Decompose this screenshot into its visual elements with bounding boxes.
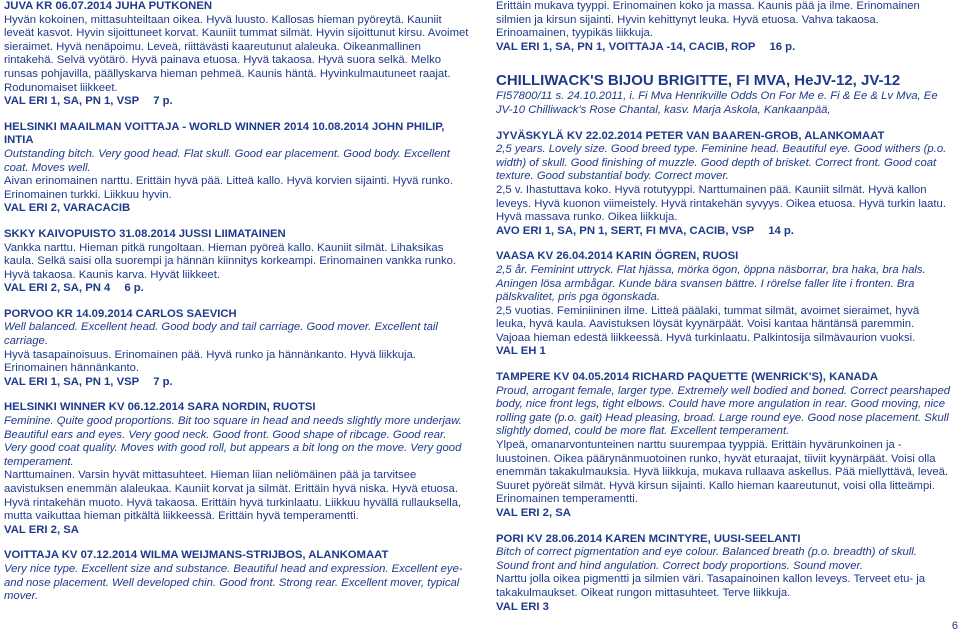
dog-info: FI57800/11 s. 24.10.2011, i. Fi Mva Henrikville Odds On For Me e. Fi & Ee & Lv Mva, Ee JV-10 Chilliwack's Rose Chantal, kasv. Marja Askola, Kankaanpää, — [496, 90, 938, 116]
entry-result: VAL ERI 3 — [496, 600, 549, 613]
entry-critique-swedish: 2,5 år. Feminint uttryck. Flat hjässa, mörka ögon, öppna näsborrar, bra haka, bra hals. Aningen lösa armbågar. Kunde bära svansen bättre. I rörelse faller lite i fronten. Bra pälskvalitet, pris pga ögonskada. — [496, 263, 926, 304]
judging-entry-world-winner — [4, 121, 469, 216]
entry-title: JUVA KR 06.07.2014 JUHA PUTKONEN — [4, 0, 213, 12]
entry-title: SKKY KAIVOPUISTO 31.08.2014 JUSSI LIIMATAINEN — [4, 227, 286, 240]
entry-critique-finnish: Narttu jolla oikea pigmentti ja silmien väri. Tasapainoinen kallon leveys. Terveet etu- ja takakulmaukset. Oikeat rungon mittasuhteet. Terve liikkuja. — [496, 573, 926, 599]
judging-entry-helsinki-winner — [4, 401, 469, 537]
entry-result: AVO ERI 1, SA, PN 1, SERT, FI MVA, CACIB, VSP 14 p. — [496, 224, 794, 237]
entry-critique-finnish: 2,5 v. Ihastuttava koko. Hyvä rotutyyppi. Narttumainen pää. Kauniit silmät. Hyvä kallon leveys. Hyvä kuonon viimeistely. Hyvä rintakehän syvyys. Oikea etuosa. Hyvä turkin laatu. Hyvä massava runko. Oikea liikkuja. — [496, 183, 946, 224]
entry-critique: Hyvän kokoinen, mittasuhteiltaan oikea. Hyvä luusto. Kallosas hieman pyöreytä. Kauniit leveät kasvot. Hyvin sijoittuneet korvat. Kauniit tummat silmät. Hyvin sijoittunut kirsu. Avoimet sieraimet. Hyvä nenäpoimu. Leveä, riittävästi kaareutunut alaleuka. Oikeanmallinen rintakehä. Selvä vyötärö. Hyvä painava etuosa. Hyvä takaosa. Hyvä suora selkä. Melko runsas pohjavilla, päällyskarva hieman pehmeä. Kaunis häntä. Hyvinkulmautuneet raajat. Rodunomaiset liikkeet. — [4, 13, 469, 94]
entry-title: VAASA KV 26.04.2014 KARIN ÖGREN, RUOSI — [496, 250, 739, 263]
entry-critique: Erittäin mukava tyyppi. Erinomainen koko ja massa. Kaunis pää ja ilme. Erinomainen silmien ja kirsun sijainti. Hyvin kehittynyt leuka. Hyvä etuosa. Vahva takaosa. Erinoamainen, tyypikäs liikkuja. — [496, 0, 920, 40]
entry-critique-finnish: 2,5 vuotias. Feminiininen ilme. Litteä päälaki, tummat silmät, avoimet sieraimet, hyvä leuka, hyvä kaula. Aavistuksen löysät kyynärpäät. Voisi kantaa häntänsä paremmin. Vajoaa hieman edestä liikkeessä. Hyvä turkinlaatu. Palkintosija silmävaurion vuoksi. — [496, 304, 920, 344]
entry-title: HELSINKI WINNER KV 06.12.2014 SARA NORDIN, RUOTSI — [4, 401, 316, 414]
entry-critique-english: 2,5 years. Lovely size. Good breed type. Feminine head. Beautiful eye. Good withers (p.o. width) of skull. Good finishing of muzzle. Good depth of brisket. Correct front. Good coat texture. Good substantial body. Correct mover. — [496, 143, 947, 183]
dog-profile — [496, 72, 951, 117]
entry-critique-english: Proud, arrogant female, larger type. Extremely well bodied and boned. Correct pearshaped body, nice front legs, tight elbows. Could have more angulation in rear. Good moving, nice rolling gate (p.o. gait) Head pleasing, broad. Large round eye. Good nose placement. Skull slightly domed, could be more flat. Excellent temperament. — [496, 384, 951, 438]
left-column — [4, 0, 469, 616]
entry-title: VOITTAJA KV 07.12.2014 WILMA WEIJMANS-STRIJBOS, ALANKOMAAT — [4, 549, 389, 562]
entry-critique-english: Feminine. Quite good proportions. Bit too square in head and needs slightly more underjaw. Beautiful ears and eyes. Very good neck. Good front. Good shape of ribcage. Good rear. Very good coat quality. Moves with good roll, but appears a bit long on the move. Very good temperament. — [4, 415, 462, 468]
entry-critique-english: Outstanding bitch. Very good head. Flat skull. Good ear placement. Good body. Excellent coat. Moves well. — [4, 147, 450, 174]
judging-entry-kaivopuisto — [4, 228, 469, 296]
entry-critique-english: Very nice type. Excellent size and substance. Beautiful head and expression. Excellent eye- and nose placement. Well developed chin. Good front. Strong rear. Excellent mover, typical mover. — [4, 562, 463, 603]
judging-entry-jyvaskyla — [496, 130, 951, 239]
judging-entry-vaasa — [496, 250, 951, 359]
dog-name: CHILLIWACK'S BIJOU BRIGITTE, FI MVA, HeJV-12, JV-12 — [496, 72, 901, 90]
entry-critique-finnish: Ylpeä, omanarvontunteinen narttu suurempaa tyyppiä. Erittäin hyvärunkoinen ja -luustoinen. Oikea päärynänmuotoinen runko, hyvät eturaajat, tiiviit kyynärpäät. Voisi olla enemmän takakulmauksia. Hyvä liikkuja, mukava rullaava askellus. Pää miellyttävä, leveä. Suuret pyöreät silmät. Hyvä kirsun sijainti. Kallo hieman kaareutunut, voisi olla litteämpi. Erinomainen temperamentti. — [496, 439, 949, 506]
entry-result: VAL ERI 2, SA, PN 4 6 p. — [4, 282, 144, 295]
entry-critique-finnish: Narttumainen. Varsin hyvät mittasuhteet. Hieman liian neliömäinen pää ja tarvitsee aavistuksen enemmän alaleukaa. Kauniit korvat ja silmät. Erittäin hyvä niska. Hyvä etuosa. Hyvä rintakehän muoto. Hyvä takaosa. Erittäin hyvä turkinlaatu. Liikkuu hyvällä rullauksella, mutta vaikuttaa hieman pitkältä liikkeessä. Erittäin hyvä temperamentti. — [4, 469, 462, 523]
entry-critique: Vankka narttu. Hieman pitkä rungoltaan. Hieman pyöreä kallo. Kauniit silmät. Lihaksikas kaula. Selkä saisi olla suorempi ja hännän kiinnitys korkeampi. Erinomainen vankka runko. Hyvä takaosa. Kaunis karva. Hyvät liikkeet. — [4, 241, 457, 281]
entry-critique-english: Bitch of correct pigmentation and eye colour. Balanced breath (p.o. breadth) of skull. Sound front and hind angulation. Correct body proportions. Sound mover. — [496, 546, 917, 572]
judging-entry-juva — [4, 0, 469, 109]
right-column — [496, 0, 951, 626]
entry-result: VAL ERI 1, SA, PN 1, VOITTAJA -14, CACIB, ROP 16 p. — [496, 40, 796, 53]
page-number: 6 — [951, 620, 958, 632]
entry-title: PORVOO KR 14.09.2014 CARLOS SAEVICH — [4, 307, 237, 320]
judging-entry-porvoo — [4, 308, 469, 390]
entry-result: VAL ERI 1, SA, PN 1, VSP 7 p. — [4, 95, 173, 108]
judging-entry-voittaja — [4, 549, 469, 603]
entry-result: VAL ERI 1, SA, PN 1, VSP 7 p. — [4, 375, 173, 388]
entry-title: HELSINKI MAAILMAN VOITTAJA - WORLD WINNER 2014 10.08.2014 JOHN PHILIP, INTIA — [4, 120, 445, 147]
entry-result: VAL EH 1 — [496, 345, 546, 358]
entry-title: PORI KV 28.06.2014 KAREN MCINTYRE, UUSI-SEELANTI — [496, 532, 801, 545]
entry-result: VAL ERI 2, SA — [496, 507, 571, 519]
entry-title: JYVÄSKYLÄ KV 22.02.2014 PETER VAN BAAREN-GROB, ALANKOMAAT — [496, 129, 885, 142]
judging-entry-tampere — [496, 371, 951, 521]
entry-critique-finnish: Hyvä tasapainoisuus. Erinomainen pää. Hyvä runko ja hännänkanto. Hyvä liikkuja. Erinomainen hännänkanto. — [4, 348, 416, 375]
entry-critique-english: Well balanced. Excellent head. Good body and tail carriage. Good mover. Excellent tail carriage. — [4, 321, 438, 348]
entry-critique-finnish: Aivan erinomainen narttu. Erittäin hyvä pää. Litteä kallo. Hyvä korvien sijainti. Hyvä runko. Erinomainen turkki. Liikkuu hyvin. — [4, 175, 453, 201]
entry-title: TAMPERE KV 04.05.2014 RICHARD PAQUETTE (WENRICK'S), KANADA — [496, 371, 879, 384]
entry-result: VAL ERI 2, VARACACIB — [4, 202, 131, 215]
entry-result: VAL ERI 2, SA — [4, 523, 79, 536]
judging-entry-continued — [496, 0, 951, 54]
judging-entry-pori — [496, 533, 951, 615]
